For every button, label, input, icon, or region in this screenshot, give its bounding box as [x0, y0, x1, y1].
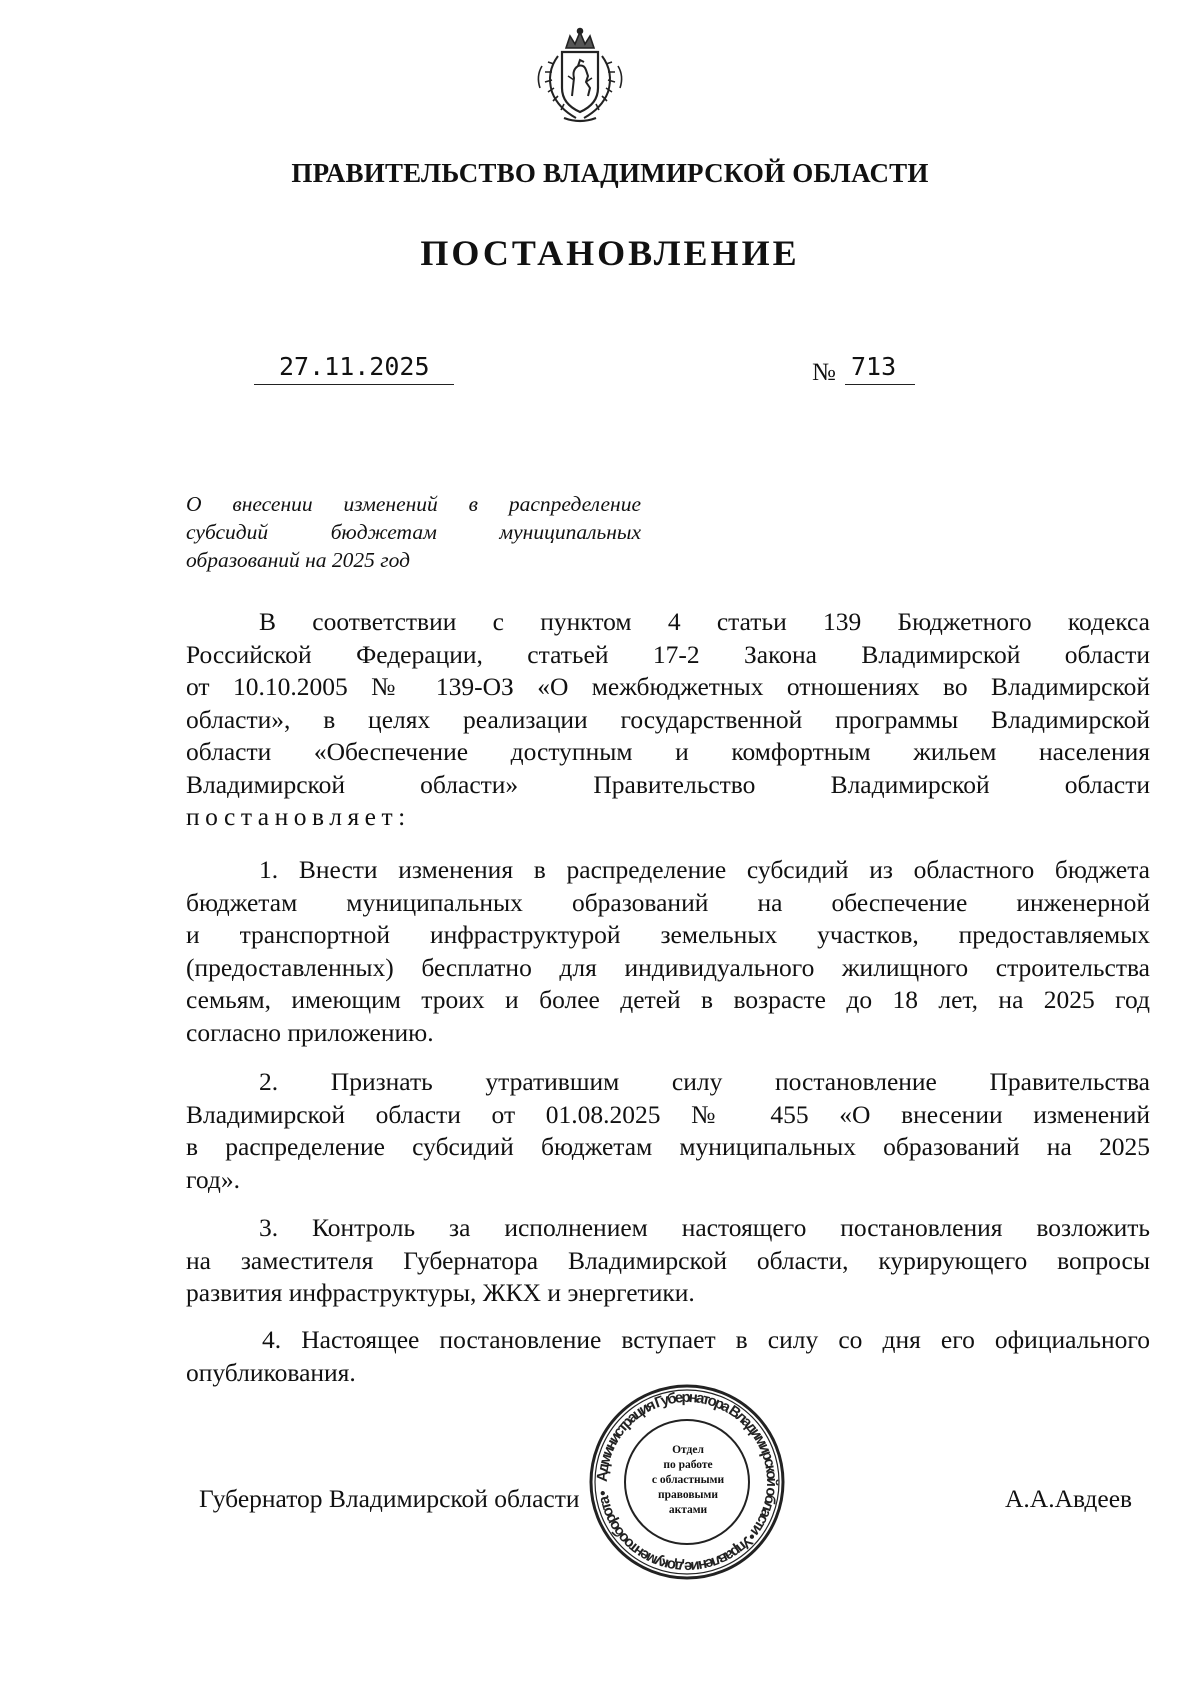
item-4-paragraph — [186, 1324, 1150, 1389]
signatory-name: А.А.Авдеев — [1005, 1484, 1133, 1513]
text-line: Владимирской области» Правительство Владимирской области — [186, 769, 1150, 799]
text-line: Российской Федерации, статьей 17-2 Закона Владимирской области — [186, 639, 1150, 669]
text-line: и транспортной инфраструктурой земельных участков, предоставляемых — [186, 920, 1150, 949]
text-line: постановляет: — [186, 802, 411, 831]
subject-line: образований на 2025 год — [186, 548, 411, 572]
text-line: В соответствии с пунктом 4 статьи 139 Бюджетного кодекса — [259, 607, 1150, 636]
seal-line: Отдел — [672, 1444, 704, 1456]
text-line: бюджетам муниципальных образований на обеспечение инженерной — [186, 887, 1150, 917]
text-line: на заместителя Губернатора Владимирской области, курирующего вопросы — [186, 1245, 1150, 1275]
text-line: Владимирской области от 01.08.2025 № 455 «О внесении изменений — [186, 1099, 1150, 1129]
text-line: в распределение субсидий бюджетам муниципальных образований на 2025 — [186, 1132, 1150, 1161]
seal-line: с областными — [651, 1474, 725, 1486]
seal-line: правовыми — [657, 1489, 718, 1501]
seal-line: по работе — [663, 1459, 713, 1471]
text-line: опубликования. — [186, 1357, 356, 1387]
document-type-title: ПОСТАНОВЛЕНИЕ — [420, 233, 800, 273]
item-1-paragraph — [186, 854, 1150, 1049]
text-line: согласно приложению. — [186, 1017, 434, 1047]
document-date: 27.11.2025 — [254, 354, 454, 385]
text-line: развития инфраструктуры, ЖКХ и энергетики. — [186, 1278, 695, 1307]
subject-line: О внесении изменений в распределение — [186, 492, 641, 516]
text-line: год». — [186, 1164, 240, 1194]
item-3-paragraph — [186, 1212, 1150, 1310]
svg-text:Администрация Губернатора Влад: Администрация Губернатора Владимирской области • Управление документооборота • — [593, 1388, 781, 1576]
organization-name: ПРАВИТЕЛЬСТВО ВЛАДИМИРСКОЙ ОБЛАСТИ — [291, 158, 929, 188]
item-2-paragraph — [186, 1066, 1150, 1196]
coat-of-arms-emblem — [528, 26, 632, 126]
text-line: 4. Настоящее постановление вступает в силу со дня его официального — [262, 1325, 1150, 1354]
text-line: (предоставленных) бесплатно для индивидуального жилищного строительства — [186, 952, 1150, 982]
text-line: области», в целях реализации государственной программы Владимирской — [186, 704, 1150, 734]
text-line: от 10.10.2005 № 139-ОЗ «О межбюджетных отношениях во Владимирской — [186, 672, 1150, 701]
seal-line: актами — [668, 1504, 708, 1516]
document-subject — [186, 490, 641, 574]
preamble-paragraph — [186, 606, 1150, 834]
text-line: 3. Контроль за исполнением настоящего постановления возложить — [259, 1213, 1150, 1242]
text-line: 2. Признать утратившим силу постановление Правительства — [259, 1067, 1150, 1096]
subject-line: субсидий бюджетам муниципальных — [186, 520, 641, 544]
number-label: № — [812, 359, 836, 386]
document-number: 713 — [845, 354, 915, 385]
text-line: области «Обеспечение доступным и комфортным жильем населения — [186, 737, 1150, 766]
text-line: 1. Внести изменения в распределение субсидий из областного бюджета — [259, 855, 1150, 884]
signatory-title: Губернатор Владимирской области — [199, 1484, 580, 1513]
seal-center-text — [643, 1443, 733, 1518]
text-line: семьям, имеющим троих и более детей в возрасте до 18 лет, на 2025 год — [186, 985, 1150, 1014]
